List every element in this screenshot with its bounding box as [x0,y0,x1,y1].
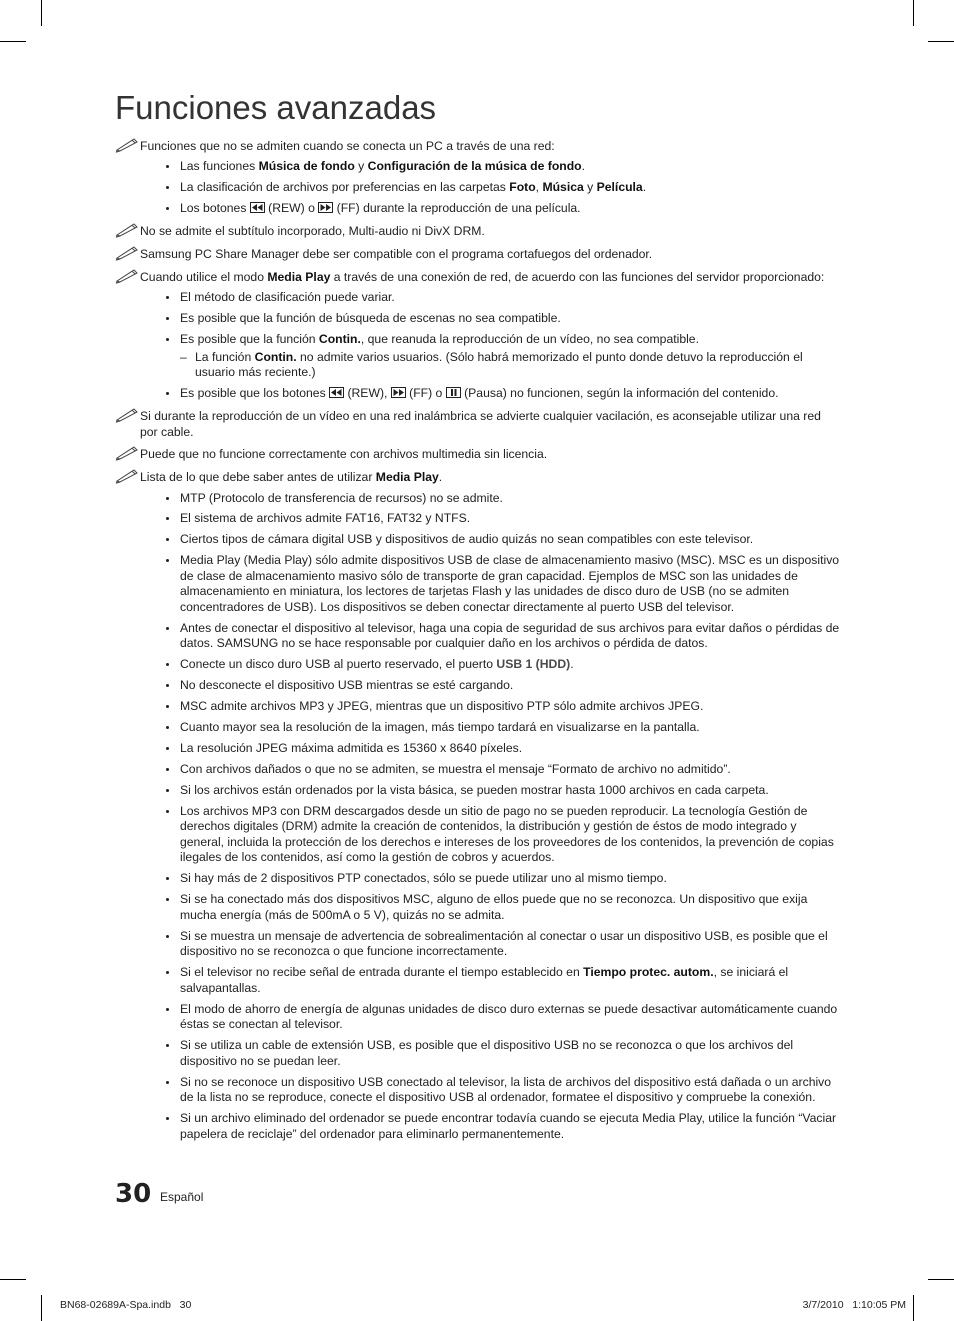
bullet-dot [166,935,169,938]
bullet-dot [166,877,169,880]
list-item: Las funciones Música de fondo y Configuración de la música de fondo. [140,159,840,175]
list-item: Con archivos dañados o que no se admiten, se muestra el mensaje “Formato de archivo no admitido”. [140,762,840,778]
list-item: MSC admite archivos MP3 y JPEG, mientras que un dispositivo PTP sólo admite archivos JPEG. [140,699,840,715]
crop-mark [0,1279,26,1280]
dash: – [180,349,187,364]
note [115,447,840,463]
bullet-dot [166,768,169,771]
list-item: Cuanto mayor sea la resolución de la imagen, más tiempo tardará en visualizarse en la pantalla. [140,720,840,736]
bullet-dot [166,747,169,750]
pencil-icon [115,245,139,261]
note-text: Cuando utilice el modo Media Play a través de una conexión de red, de acuerdo con las funciones del servidor proporcionado: [140,269,825,284]
list-item: Si se muestra un mensaje de advertencia de sobrealimentación al conectar o usar un dispositivo USB, es posible que el dispositivo no se reconozca o que funcione incorrectamente. [140,929,840,960]
bullet-dot [166,810,169,813]
list-item: El método de clasificación puede variar. [140,290,840,306]
list-item: El modo de ahorro de energía de algunas unidades de disco duro externas se puede desactivar automáticamente cuando éstas se conectan al televisor. [140,1002,840,1033]
bullet-dot [166,317,169,320]
footer-date-info: 3/7/2010 1:10:05 PM [802,1299,906,1311]
bullet-dot [166,207,169,210]
note-text: Funciones que no se admiten cuando se conecta un PC a través de una red: [140,139,555,153]
page-title: Funciones avanzadas [115,89,437,126]
bullet-dot [166,338,169,341]
note-text: Puede que no funcione correctamente con archivos multimedia sin licencia. [140,447,548,462]
list-item: La clasificación de archivos por preferencias en las carpetas Foto, Música y Película. [140,180,840,196]
bullet-dot [166,971,169,974]
list-item: Si un archivo eliminado del ordenador se puede encontrar todavía cuando se ejecuta Media Play, utilice la función “Vaciar papelera de reciclaje” del ordenador para eliminarlo permanentemente. [140,1111,840,1142]
crop-mark [41,1295,42,1321]
crop-mark [913,0,914,26]
note-text: No se admite el subtítulo incorporado, Multi-audio ni DivX DRM. [140,223,485,238]
footer-file-info: BN68-02689A-Spa.indb 30 [60,1299,192,1311]
rewind-icon [250,202,265,213]
bullet-list [140,159,840,216]
bullet-dot [166,663,169,666]
list-item: Es posible que los botones (REW), (FF) o (Pausa) no funcionen, según la información del contenido. [140,386,840,402]
rewind-icon [329,387,344,398]
sub-item: – La función Contin. no admite varios usuarios. (Sólo habrá memorizado el punto donde detuvo la reproducción el usuario más reciente.) [180,349,803,380]
note-text: Lista de lo que debe saber antes de utilizar Media Play. [140,470,443,485]
list-item: El sistema de archivos admite FAT16, FAT32 y NTFS. [140,511,840,527]
note-text: Si durante la reproducción de un vídeo en una red inalámbrica se advierte cualquier vacilación, es aconsejable utilizar una red por cable. [140,408,821,439]
list-item: MTP (Protocolo de transferencia de recursos) no se admite. [140,491,840,507]
list-item: Si se utiliza un cable de extensión USB, es posible que el dispositivo USB no se reconozca o que los archivos del dispositivo no se puedan leer. [140,1038,840,1069]
bullet-dot [166,559,169,562]
crop-mark [913,1295,914,1321]
bullet-dot [166,898,169,901]
bullet-dot [166,726,169,729]
bullet-dot [166,296,169,299]
bullet-dot [166,392,169,395]
bullet-dot [166,1081,169,1084]
fast-forward-icon [391,387,406,398]
pause-icon [446,387,461,398]
note [115,470,840,1142]
note [115,224,840,240]
page-language: Español [160,1190,204,1204]
crop-mark [928,1279,954,1280]
pencil-icon [115,268,139,284]
list-item: Si el televisor no recibe señal de entrada durante el tiempo establecido en Tiempo protec. autom., se iniciará el salvapantallas. [140,965,840,996]
bullet-dot [166,1117,169,1120]
pencil-icon [115,468,139,484]
list-item: Si hay más de 2 dispositivos PTP conectados, sólo se puede utilizar uno al mismo tiempo. [140,871,840,887]
list-item: Si se ha conectado más dos dispositivos MSC, alguno de ellos puede que no se reconozca. Un dispositivo que exija mucha energía (más de 500mA o 5 V), quizás no se admita. [140,892,840,923]
list-item: La resolución JPEG máxima admitida es 15360 x 8640 píxeles. [140,741,840,757]
bullet-dot [166,1008,169,1011]
bullet-list [140,491,840,1143]
bullet-dot [166,165,169,168]
content [115,139,840,1150]
bullet-dot [166,684,169,687]
bullet-dot [166,538,169,541]
bullet-dot [166,186,169,189]
note [115,270,840,402]
page-number: 30 [115,1179,152,1209]
list-item: Si los archivos están ordenados por la vista básica, se pueden mostrar hasta 1000 archivos en cada carpeta. [140,783,840,799]
note [115,409,840,440]
fast-forward-icon [318,202,333,213]
bullet-dot [166,705,169,708]
list-item: Si no se reconoce un dispositivo USB conectado al televisor, la lista de archivos del dispositivo está dañada o un archivo de la lista no se reproduce, conecte el dispositivo USB al ordenador, formatee el dispositivo y compruebe la conexión. [140,1075,840,1106]
crop-mark [41,0,42,26]
pencil-icon [115,222,139,238]
bullet-dot [166,789,169,792]
crop-mark [0,41,26,42]
list-item: Conecte un disco duro USB al puerto reservado, el puerto USB 1 (HDD). [140,657,840,673]
bullet-dot [166,1044,169,1047]
crop-mark [928,41,954,42]
list-item: Antes de conectar el dispositivo al televisor, haga una copia de seguridad de sus archivos para evitar daños o pérdidas de datos. SAMSUNG no se hace responsable por cualquier daño en los archivos o pérdida de datos. [140,621,840,652]
note [115,247,840,263]
pencil-icon [115,137,139,153]
list-item: Ciertos tipos de cámara digital USB y dispositivos de audio quizás no sean compatibles con este televisor. [140,532,840,548]
pencil-icon [115,445,139,461]
bullet-list [140,290,840,402]
list-item: Es posible que la función de búsqueda de escenas no sea compatible. [140,311,840,327]
list-item: Los archivos MP3 con DRM descargados desde un sitio de pago no se pueden reproducir. La tecnología Gestión de derechos digitales (DRM) admite la creación de contenidos, la distribución y gestión de éstos de modo integrado y general, incluida la protección de los derechos e intereses de los proveedores de los contenidos, la prevención de copias ilegales de los contenidos, así como la gestión de cobros y acuerdos. [140,804,840,866]
list-item: Los botones (REW) o (FF) durante la reproducción de una película. [140,201,840,217]
list-item: Media Play (Media Play) sólo admite dispositivos USB de clase de almacenamiento masivo (MSC). MSC es un dispositivo de clase de almacenamiento masivo sólo de transporte de gran capacidad. Ejemplos de MSC son las unidades de almacenamiento en miniatura, los lectores de tarjetas Flash y las unidades de disco duro de USB (no se admiten concentradores de USB). Los dispositivos se deben conectar directamente al puerto USB del televisor. [140,553,840,615]
bullet-dot [166,517,169,520]
pencil-icon [115,407,139,423]
bullet-dot [166,627,169,630]
note [115,139,840,217]
list-item: No desconecte el dispositivo USB mientras se esté cargando. [140,678,840,694]
note-text: Samsung PC Share Manager debe ser compatible con el programa cortafuegos del ordenador. [140,246,653,261]
list-item: Es posible que la función Contin., que reanuda la reproducción de un vídeo, no sea compatible. – La función Contin. no admite varios usuarios. (Sólo habrá memorizado el punto donde detuvo la reproducción el usuario más reciente.) [140,332,840,381]
bullet-dot [166,497,169,500]
